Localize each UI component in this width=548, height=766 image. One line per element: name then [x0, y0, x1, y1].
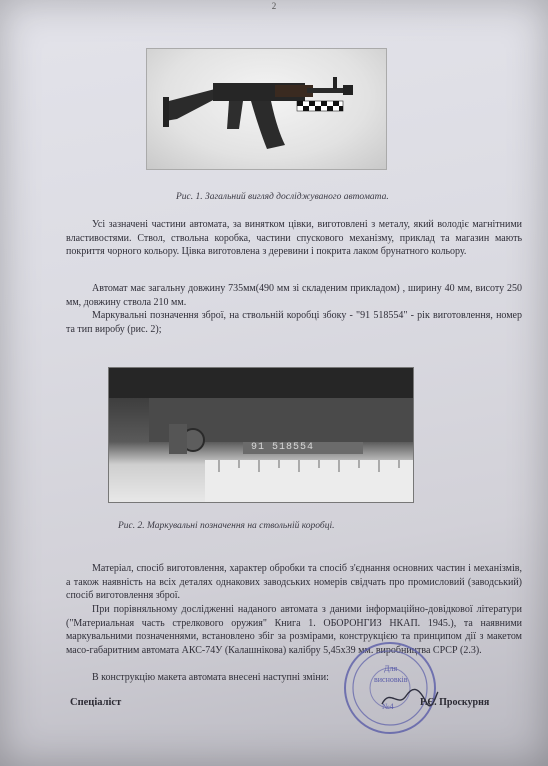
paragraph-marking: Маркувальні позначення зброї, на ствольній коробці збоку - "91 518554" - рік виготовлення, номер та тип виробу (рис. 2);	[66, 310, 522, 335]
marking-text: 91 518554	[251, 442, 315, 453]
paragraph-materials: Усі зазначені частини автомата, за винятком цівки, виготовлені з металу, який володіє магнітними властивостями. Ствол, ствольна коробка, частини спускового механізму, приклад та магазин мають покриття чорного кольору. Цівка виготовлена з деревини і покрита лаком брунатного кольору.	[66, 219, 522, 257]
figure2-caption: Рис. 2. Маркувальні позначення на ствольній коробці.	[118, 521, 335, 531]
signature-name: Р.Є. Проскурня	[420, 697, 490, 708]
stamp-line2: висновків	[374, 675, 408, 684]
paragraph-dimensions: Автомат має загальну довжину 735мм(490 мм зі складеним прикладом) , ширину 40 мм, висоту 250 мм, довжину ствола 210 мм.	[66, 283, 522, 308]
page-number: 2	[271, 1, 277, 11]
rifle-silhouette-icon	[147, 49, 386, 169]
receiver-marking-icon	[109, 368, 413, 502]
signature-title: Спеціаліст	[70, 697, 122, 708]
paragraph-manufacture: Матеріал, спосіб виготовлення, характер обробки та спосіб з'єднання основних частин і механізмів, а також наявність на всіх деталях однакових заводських номерів свідчать про промисловий (заводський) спосіб виготовлення зброї.	[66, 563, 522, 601]
paragraph-changes: В конструкцію макета автомата внесені наступні зміни:	[92, 672, 329, 683]
stamp-line3: №4	[382, 702, 394, 711]
signature-scribble-icon	[380, 686, 440, 710]
figure1-caption: Рис. 1. Загальний вигляд досліджуваного автомата.	[176, 192, 389, 202]
marking-photo	[108, 367, 414, 503]
paragraph-comparison: При порівняльному дослідженні наданого автомата з даними інформаційно-довідкової літератури ("Материальная часть стрелкового оружия" Книга 1. ОБОРОНГИЗ НКАП. 1945.), та наявними маркувальними позначеннями, встановлено збіг за розмірами, конструкцією та принципом дії з макетом масо-габаритним автомата АКС-74У (Калашнікова) калібру 5,45х39 мм. виробництва СРСР (2.3).	[66, 604, 522, 656]
rifle-photo	[146, 48, 387, 170]
stamp-line1: Для	[384, 664, 398, 673]
